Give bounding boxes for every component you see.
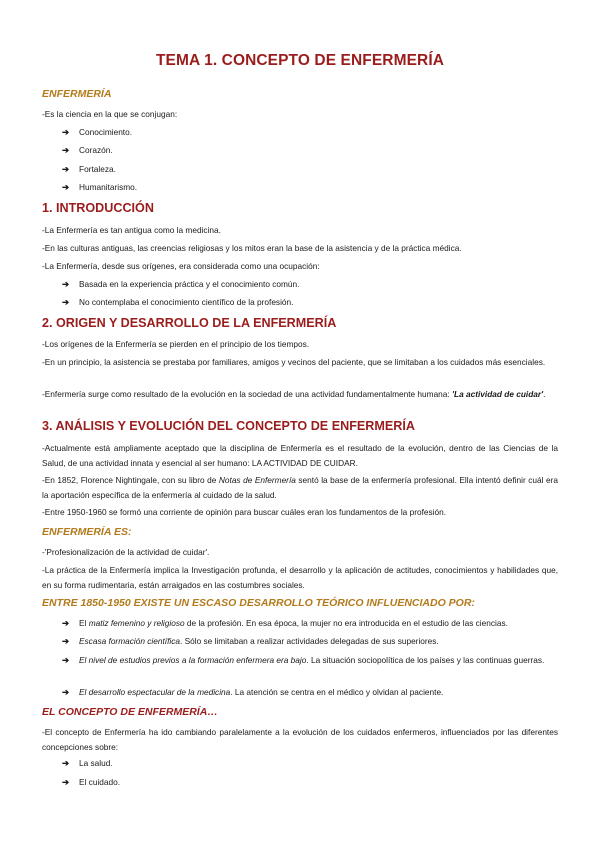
paragraph: -En las culturas antiguas, las creencias religiosas y los mitos eran la base de la asistencia y de la práctica médica. [42, 243, 462, 253]
section-heading-enfermeria-es: ENFERMERÍA ES: [42, 526, 132, 538]
list-item: ➔ El nivel de estudios previos a la formación enfermera era bajo. La situación sociopolítica de los países y las continuas guerras. [62, 653, 558, 668]
arrow-icon: ➔ [62, 279, 69, 289]
section-heading-analisis: 3. ANÁLISIS Y EVOLUCIÓN DEL CONCEPTO DE ENFERMERÍA [42, 419, 415, 433]
list-item: ➔ El desarrollo espectacular de la medicina. La atención se centra en el médico y olvidan al paciente. [62, 685, 558, 700]
list-item: ➔ Escasa formación científica. Sólo se limitaban a realizar actividades delegadas de sus superiores. [62, 634, 558, 649]
list-item: ➔ Corazón. [62, 143, 558, 158]
paragraph: -En un principio, la asistencia se prestaba por familiares, amigos y vecinos del paciente, que se limitaban a los cuidados más esenciales. [42, 357, 546, 367]
paragraph: -Los orígenes de la Enfermería se pierden en el principio de los tiempos. [42, 339, 310, 349]
list-item: ➔ Humanitarismo. [62, 180, 558, 195]
list-item: ➔ El matiz femenino y religioso de la profesión. En esa época, la mujer no era introducida en el estudio de las ciencias. [62, 616, 558, 631]
list-item: ➔ Basada en la experiencia práctica y el conocimiento común. [62, 277, 558, 292]
arrow-icon: ➔ [62, 164, 69, 174]
section-heading-enfermeria: ENFERMERÍA [42, 88, 112, 100]
section-heading-origen: 2. ORIGEN Y DESARROLLO DE LA ENFERMERÍA [42, 316, 337, 330]
arrow-icon: ➔ [62, 145, 69, 155]
paragraph: -Es la ciencia en la que se conjugan: [42, 109, 178, 119]
list-item: ➔ Conocimiento. [62, 125, 558, 140]
list-item: ➔ Fortaleza. [62, 162, 558, 177]
paragraph: -El concepto de Enfermería ha ido cambiando paralelamente a la evolución de los cuidados enfermeros, influenciados por las diferentes concepciones sobre: [42, 727, 558, 752]
arrow-icon: ➔ [62, 127, 69, 137]
list-item: ➔ El cuidado. [62, 775, 558, 790]
arrow-icon: ➔ [62, 655, 69, 665]
list-item: ➔ No contemplaba el conocimiento científico de la profesión. [62, 295, 558, 310]
paragraph: -La práctica de la Enfermería implica la Investigación profunda, el desarrollo y la aplicación de actitudes, conocimientos y habilidades que, en su forma rudimentaria, están arraigados en las costumbres sociales. [42, 565, 558, 590]
arrow-icon: ➔ [62, 618, 69, 628]
paragraph: -'Profesionalización de la actividad de cuidar'. [42, 547, 210, 557]
section-heading-el-concepto: EL CONCEPTO DE ENFERMERÍA… [42, 706, 218, 718]
paragraph: -Enfermería surge como resultado de la evolución en la sociedad de una actividad fundamentalmente humana: 'La actividad de cuidar'. [42, 389, 546, 399]
section-heading-introduccion: 1. INTRODUCCIÓN [42, 201, 154, 215]
paragraph: -Entre 1950-1960 se formó una corriente de opinión para buscar cuáles eran los fundamentos de la profesión. [42, 507, 447, 517]
paragraph: -Actualmente está ampliamente aceptado que la disciplina de Enfermería es el resultado de la evolución, dentro de las Ciencias de la Salud, de una actividad innata y esencial al ser humano: LA ACTIVIDAD DE CUIDAR. [42, 443, 558, 468]
paragraph: -En 1852, Florence Nightingale, con su libro de Notas de Enfermería sentó la base de la enfermería profesional. Ella intentó definir cuál era la aportación específica de la enfermería al cuidado de la salud. [42, 475, 558, 500]
arrow-icon: ➔ [62, 182, 69, 192]
page-title: TEMA 1. CONCEPTO DE ENFERMERÍA [155, 52, 445, 69]
arrow-icon: ➔ [62, 687, 69, 697]
list-item: ➔ La salud. [62, 756, 558, 771]
arrow-icon: ➔ [62, 777, 69, 787]
arrow-icon: ➔ [62, 636, 69, 646]
section-heading-escaso-desarrollo: ENTRE 1850-1950 EXISTE UN ESCASO DESARROLLO TEÓRICO INFLUENCIADO POR: [42, 597, 475, 609]
arrow-icon: ➔ [62, 758, 69, 768]
paragraph: -La Enfermería es tan antigua como la medicina. [42, 225, 221, 235]
arrow-icon: ➔ [62, 297, 69, 307]
paragraph: -La Enfermería, desde sus orígenes, era considerada como una ocupación: [42, 261, 320, 271]
